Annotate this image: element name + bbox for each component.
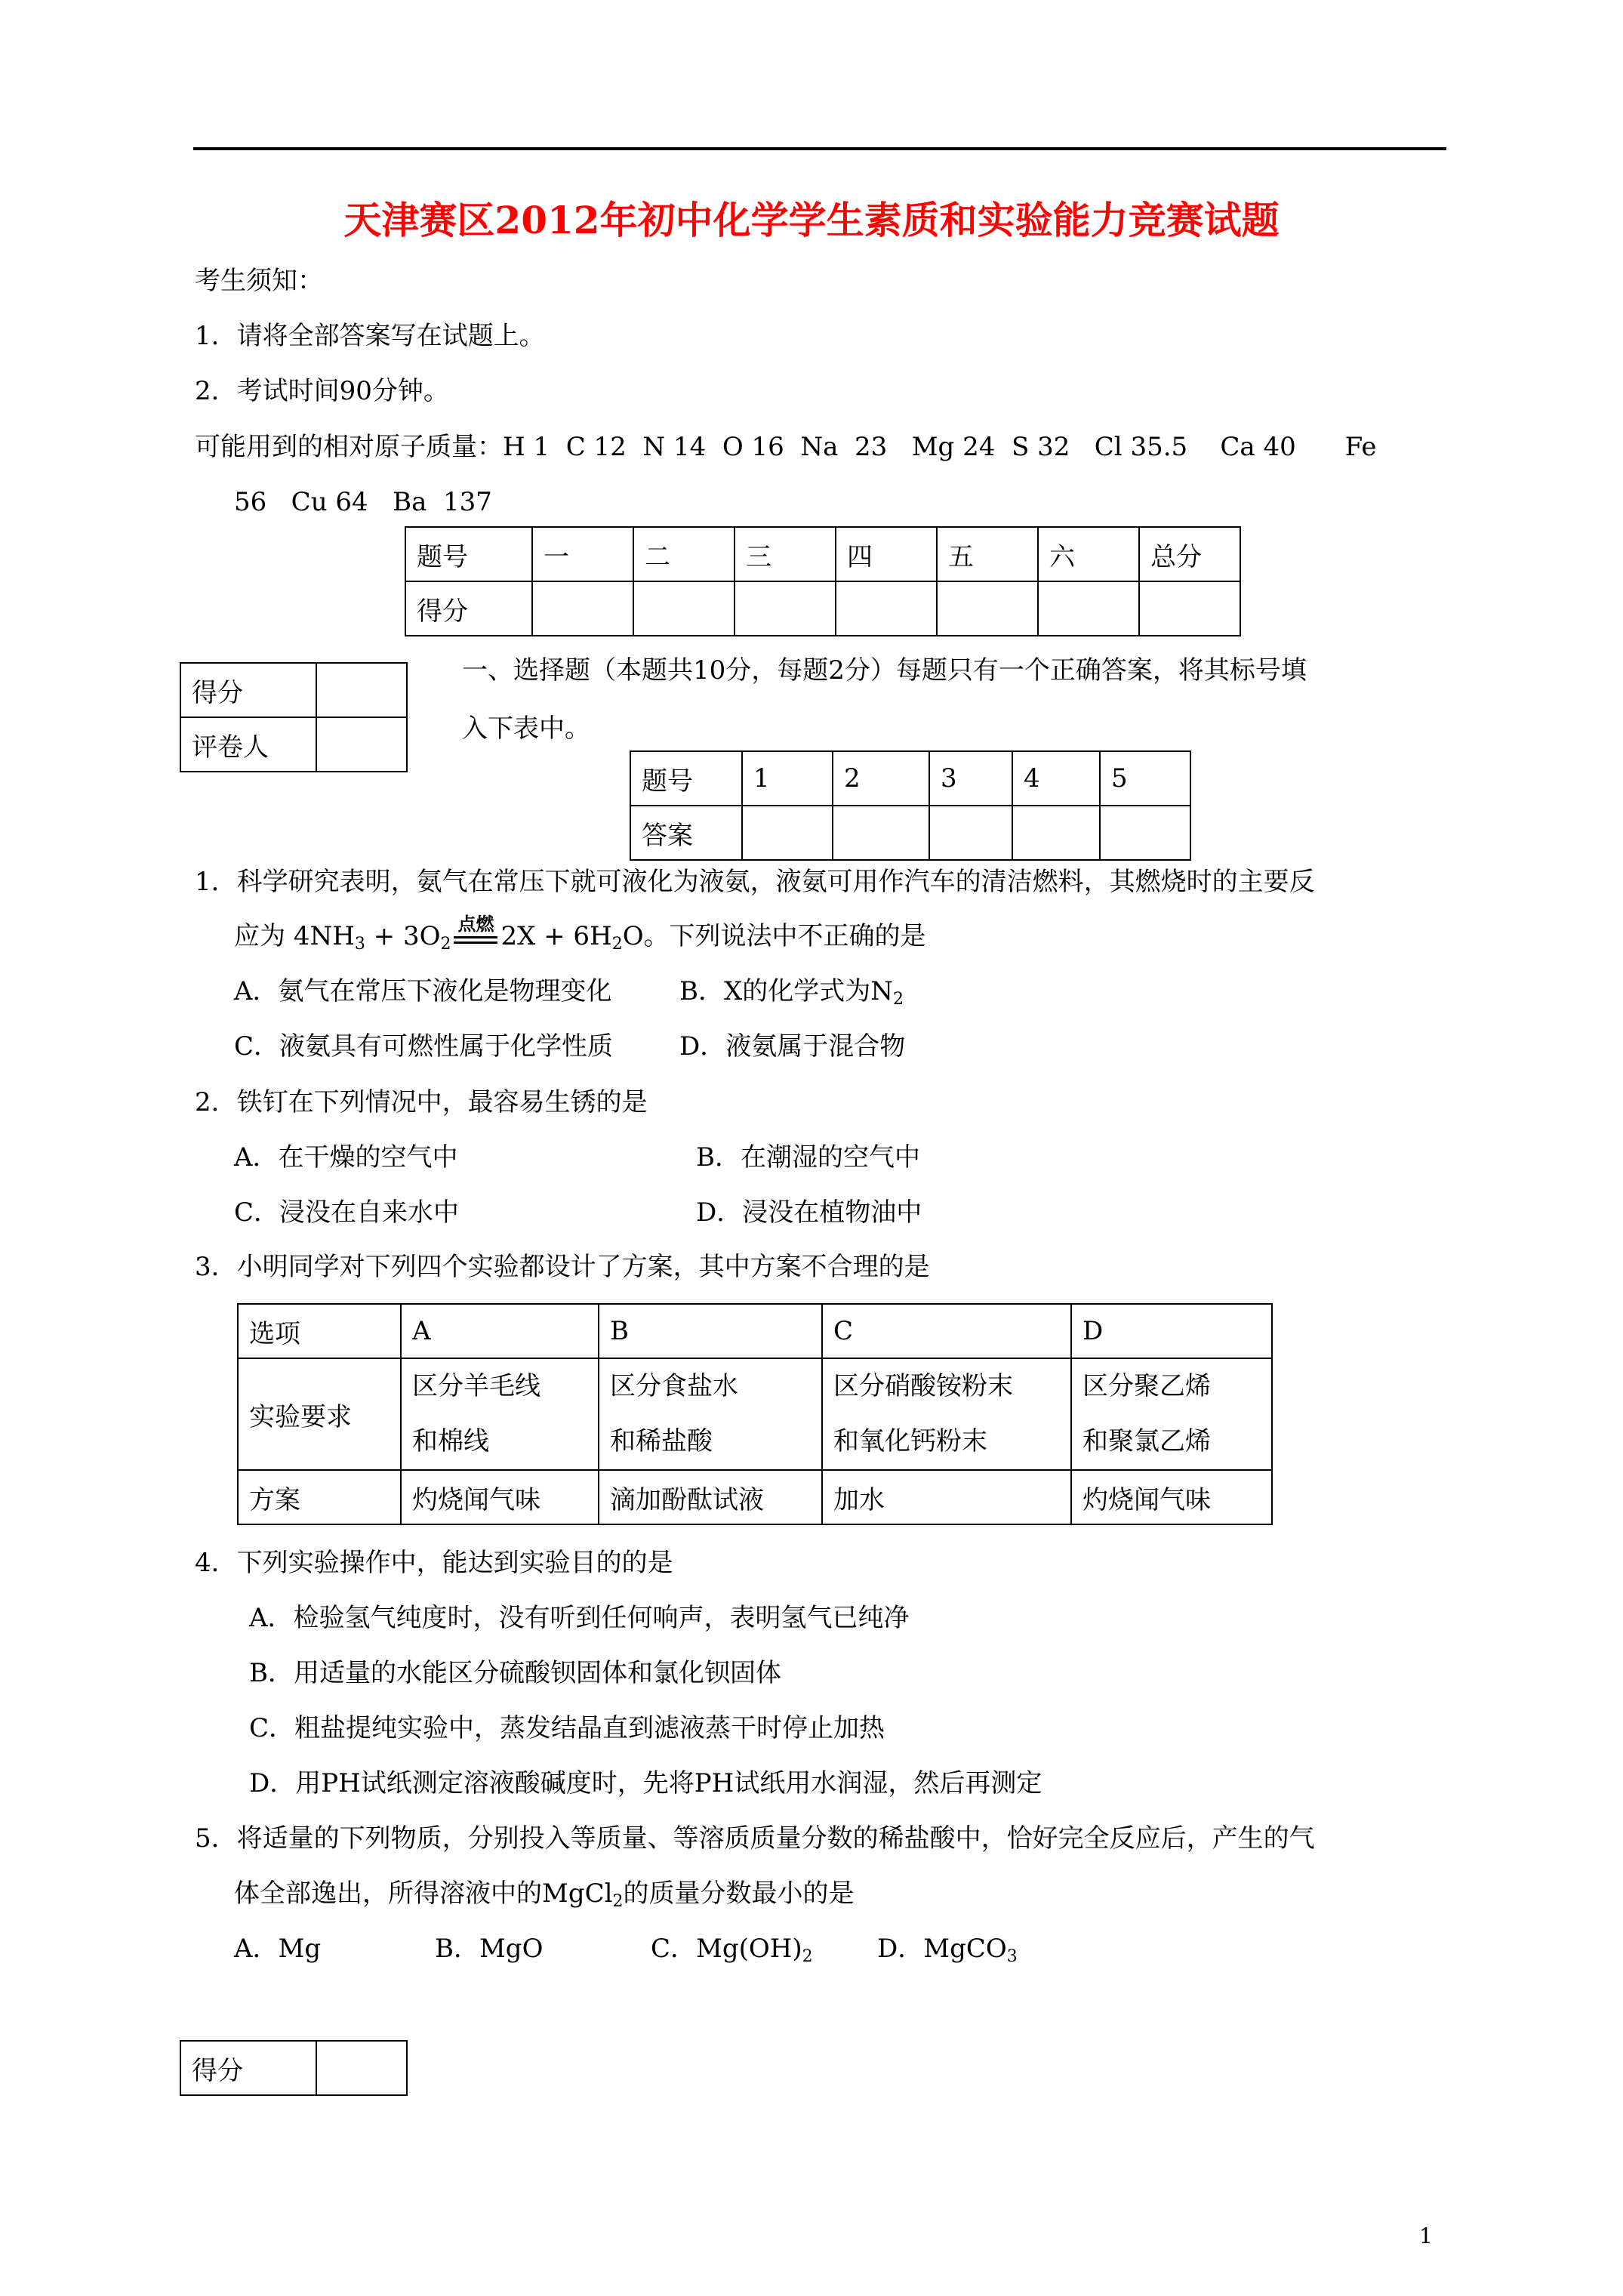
atomic-masses-line-1: 可能用到的相对原子质量：H 1 C 12 N 14 O 16 Na 23 Mg 24 S 32 Cl 35.5 Ca 40 Fe xyxy=(195,432,1377,462)
section1-heading-line-2: 入下表中。 xyxy=(462,713,590,744)
score-table-score-row xyxy=(405,581,1240,636)
reaction-condition-label: 点燃 xyxy=(457,913,494,935)
q1-text: 2X + 6H xyxy=(500,921,612,951)
page-title: 天津赛区2012年初中化学学生素质和实验能力竞赛试题 xyxy=(343,198,1280,242)
grader-box-row xyxy=(180,717,407,772)
score-table-cell: 题号 xyxy=(405,527,532,581)
answer-table-cell: 1 xyxy=(742,751,833,806)
grader-box-row xyxy=(180,663,407,717)
q3-req-line: 区分羊毛线 xyxy=(412,1371,540,1401)
q3-table-cell: C xyxy=(822,1304,1071,1358)
q1-option-b-text: B．X的化学式为N xyxy=(679,976,893,1006)
subscript: 2 xyxy=(892,990,904,1009)
grader-box-2 xyxy=(180,2040,408,2096)
q1-stem-line-1: 1．科学研究表明，氨气在常压下就可液化为液氨，液氨可用作汽车的清洁燃料，其燃烧时的主要反 xyxy=(195,867,1315,897)
score-table-cell: 四 xyxy=(836,527,937,581)
q1-text: O。下列说法中不正确的是 xyxy=(622,921,926,951)
q3-table-cell: A xyxy=(401,1304,599,1358)
q3-req-line: 和氧化钙粉末 xyxy=(833,1426,987,1456)
q3-table-cell: 灼烧闻气味 xyxy=(1071,1470,1272,1524)
subscript: 2 xyxy=(802,1947,813,1966)
q3-req-line: 区分食盐水 xyxy=(610,1371,738,1401)
q5-stem-line-1: 5．将适量的下列物质，分别投入等质量、等溶质质量分数的稀盐酸中，恰好完全反应后，产生的气 xyxy=(195,1823,1315,1854)
answer-table-cell: 3 xyxy=(929,751,1012,806)
score-input-cell[interactable] xyxy=(1139,581,1240,636)
q2-option-a: A．在干燥的空气中 xyxy=(234,1142,458,1173)
section1-heading-line-1: 一、选择题（本题共10分，每题2分）每题只有一个正确答案，将其标号填 xyxy=(462,655,1307,686)
q2-option-b: B．在潮湿的空气中 xyxy=(696,1142,920,1173)
q5-text: 的质量分数最小的是 xyxy=(623,1878,855,1909)
q1-option-b xyxy=(679,976,904,1009)
score-summary-table xyxy=(405,526,1241,636)
grader-score-cell[interactable] xyxy=(316,663,407,717)
score-input-cell[interactable] xyxy=(836,581,937,636)
q3-table-requirement-row xyxy=(238,1358,1272,1470)
score-table-cell: 得分 xyxy=(405,581,532,636)
q4-option-d: D．用PH试纸测定溶液酸碱度时，先将PH试纸用水润湿，然后再测定 xyxy=(249,1768,1042,1798)
q3-table-plan-row xyxy=(238,1470,1272,1524)
answer-input-cell[interactable] xyxy=(929,806,1012,860)
score-table-cell: 六 xyxy=(1038,527,1139,581)
answer-table-cell: 4 xyxy=(1012,751,1100,806)
q3-req-line: 区分硝酸铵粉末 xyxy=(833,1371,1013,1401)
q3-stem: 3．小明同学对下列四个实验都设计了方案，其中方案不合理的是 xyxy=(195,1252,930,1282)
q3-table-header-row xyxy=(238,1304,1272,1358)
score-table-cell: 三 xyxy=(735,527,836,581)
answer-table-cell: 2 xyxy=(833,751,929,806)
q3-table-cell xyxy=(401,1358,599,1470)
score-input-cell[interactable] xyxy=(1038,581,1139,636)
score-input-cell[interactable] xyxy=(735,581,836,636)
q3-table-cell xyxy=(599,1358,822,1470)
notice-heading: 考生须知： xyxy=(195,266,323,296)
q1-option-d: D．液氨属于混合物 xyxy=(679,1031,906,1062)
answer-table-answer-row xyxy=(630,806,1190,860)
score-table-cell: 二 xyxy=(633,527,735,581)
q4-stem: 4．下列实验操作中，能达到实验目的的是 xyxy=(195,1548,673,1578)
q1-text: 应为 4NH xyxy=(234,921,355,951)
score-table-header-row xyxy=(405,527,1240,581)
q4-option-b: B．用适量的水能区分硫酸钡固体和氯化钡固体 xyxy=(249,1658,781,1688)
q4-option-a: A．检验氢气纯度时，没有听到任何响声，表明氢气已纯净 xyxy=(249,1603,910,1633)
notice-item-1: 1．请将全部答案写在试题上。 xyxy=(195,321,545,351)
q3-table-cell: 灼烧闻气味 xyxy=(401,1470,599,1524)
header-rule xyxy=(193,147,1446,150)
q3-table-cell xyxy=(1071,1358,1272,1470)
q3-table-cell: 滴加酚酞试液 xyxy=(599,1470,822,1524)
q1-option-a: A．氨气在常压下液化是物理变化 xyxy=(234,976,612,1006)
grader-box-label: 评卷人 xyxy=(180,717,316,772)
grader-box-label: 得分 xyxy=(180,663,316,717)
score-table-cell: 一 xyxy=(532,527,633,581)
q1-text: + 3O xyxy=(365,921,441,951)
subscript: 2 xyxy=(440,935,451,954)
grader-box-row xyxy=(180,2041,407,2095)
q1-option-c: C．液氨具有可燃性属于化学性质 xyxy=(234,1031,614,1062)
answer-table-cell: 答案 xyxy=(630,806,742,860)
reaction-condition-sign xyxy=(452,913,499,953)
subscript: 2 xyxy=(611,935,623,954)
q3-req-line: 区分聚乙烯 xyxy=(1083,1371,1211,1401)
answer-table xyxy=(630,750,1191,861)
q3-table-cell xyxy=(822,1358,1071,1470)
q5-stem-line-2 xyxy=(234,1878,854,1909)
q1-stem-line-2 xyxy=(234,913,926,954)
score-input-cell[interactable] xyxy=(937,581,1038,636)
q5-option-c xyxy=(651,1934,813,1964)
grader-name-cell[interactable] xyxy=(316,717,407,772)
answer-input-cell[interactable] xyxy=(742,806,833,860)
answer-table-cell: 题号 xyxy=(630,751,742,806)
q2-stem: 2．铁钉在下列情况中，最容易生锈的是 xyxy=(195,1087,648,1117)
page-number: 1 xyxy=(1419,2224,1433,2248)
q5-option-b: B．MgO xyxy=(435,1934,544,1964)
answer-input-cell[interactable] xyxy=(833,806,929,860)
grader-box-label: 得分 xyxy=(180,2041,316,2095)
q3-req-line: 和棉线 xyxy=(412,1426,489,1456)
q5-option-d-text: D．MgCO xyxy=(877,1934,1007,1964)
q3-table-cell: 加水 xyxy=(822,1470,1071,1524)
subscript: 3 xyxy=(354,935,365,954)
q3-table-cell: D xyxy=(1071,1304,1272,1358)
subscript: 3 xyxy=(1006,1947,1018,1966)
q5-option-c-text: C．Mg(OH) xyxy=(651,1934,802,1964)
equals-bar-icon xyxy=(454,942,497,944)
q3-table-cell: 方案 xyxy=(238,1470,401,1524)
answer-input-cell[interactable] xyxy=(1100,806,1190,860)
score-table-cell: 五 xyxy=(937,527,1038,581)
grader-box-1 xyxy=(180,662,408,772)
q2-option-d: D．浸没在植物油中 xyxy=(696,1197,922,1228)
grader-score-cell[interactable] xyxy=(316,2041,407,2095)
answer-table-header-row xyxy=(630,751,1190,806)
subscript: 2 xyxy=(612,1892,624,1911)
equals-bar-icon xyxy=(454,936,497,938)
answer-input-cell[interactable] xyxy=(1012,806,1100,860)
q2-option-c: C．浸没在自来水中 xyxy=(234,1197,460,1228)
notice-item-2: 2．考试时间90分钟。 xyxy=(195,376,449,406)
score-table-cell: 总分 xyxy=(1139,527,1240,581)
q3-table-cell: 选项 xyxy=(238,1304,401,1358)
q4-option-c: C．粗盐提纯实验中，蒸发结晶直到滤液蒸干时停止加热 xyxy=(249,1713,885,1743)
atomic-masses-line-2: 56 Cu 64 Ba 137 xyxy=(234,487,492,517)
q3-table-cell: 实验要求 xyxy=(238,1358,401,1470)
score-input-cell[interactable] xyxy=(633,581,735,636)
q3-options-table xyxy=(237,1303,1273,1525)
q3-req-line: 和聚氯乙烯 xyxy=(1083,1426,1211,1456)
q5-option-d xyxy=(877,1934,1018,1964)
answer-table-cell: 5 xyxy=(1100,751,1190,806)
q5-option-a: A．Mg xyxy=(234,1934,322,1964)
q3-table-cell: B xyxy=(599,1304,822,1358)
q3-req-line: 和稀盐酸 xyxy=(610,1426,713,1456)
q5-text: 体全部逸出，所得溶液中的MgCl xyxy=(234,1878,613,1909)
score-input-cell[interactable] xyxy=(532,581,633,636)
